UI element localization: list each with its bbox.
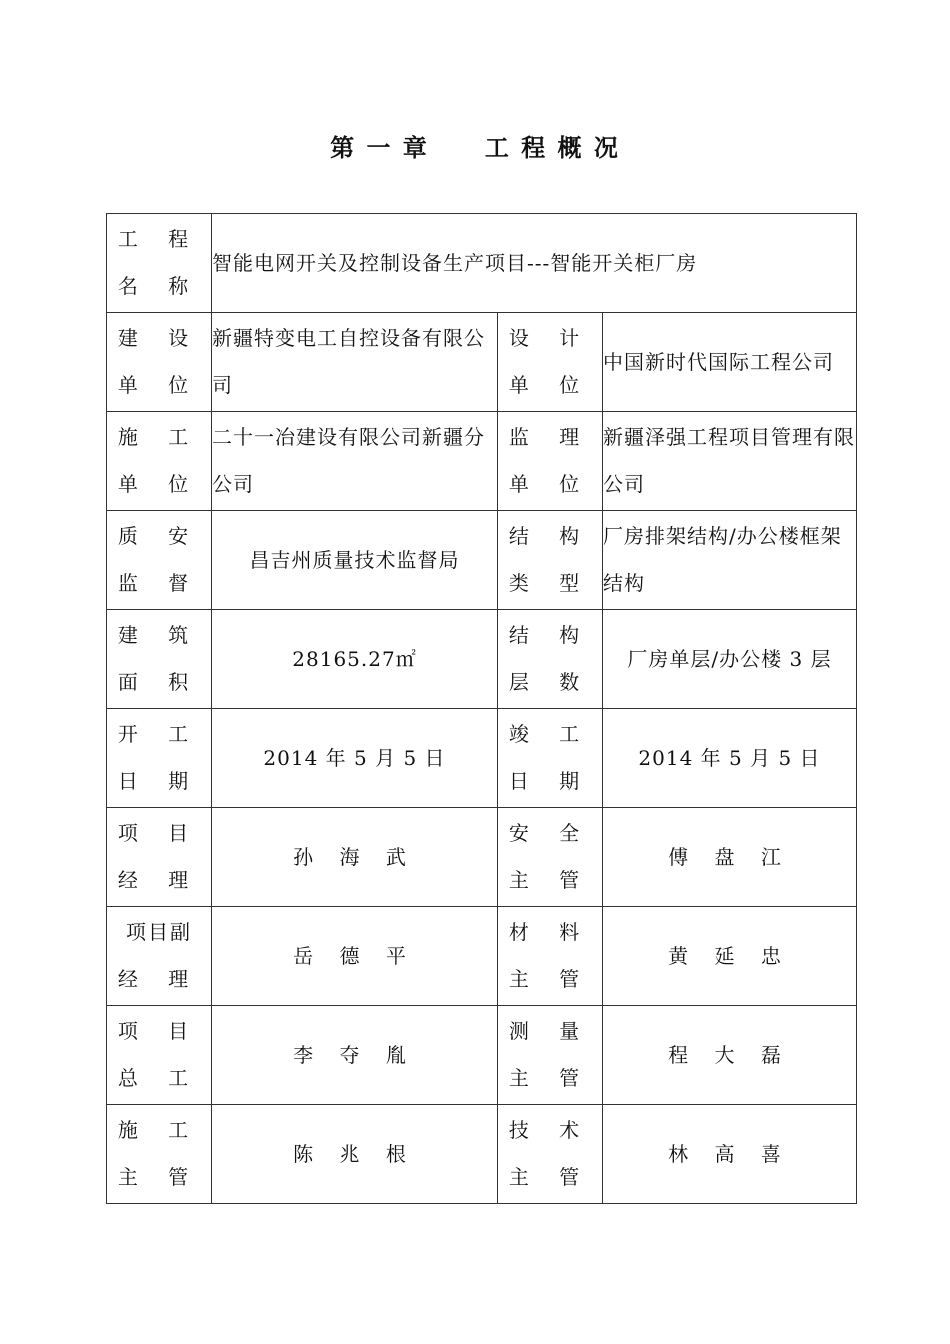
label-start-date: 开 工 日 期: [107, 709, 212, 808]
table-row: [107, 511, 857, 610]
value-structure-type: 厂房排架结构/办公楼框架结构: [603, 511, 857, 610]
label-supervisor: 监 理 单 位: [498, 412, 603, 511]
table-row: [107, 214, 857, 313]
label-quality-safety: 质 安 监 督: [107, 511, 212, 610]
label-survey-supervisor: 测 量 主 管: [498, 1006, 603, 1105]
value-construction-unit: 新疆特变电工自控设备有限公司: [212, 313, 498, 412]
label-contractor: 施 工 单 位: [107, 412, 212, 511]
label-design-unit: 设 计 单 位: [498, 313, 603, 412]
label-building-area: 建 筑 面 积: [107, 610, 212, 709]
table-row: [107, 1105, 857, 1204]
chapter-number: 第 一 章: [330, 133, 429, 162]
value-project-manager: 孙 海 武: [212, 808, 498, 907]
value-building-area: 28165.27㎡: [212, 610, 498, 709]
label-safety-supervisor: 安 全 主 管: [498, 808, 603, 907]
value-floor-count: 厂房单层/办公楼 3 层: [603, 610, 857, 709]
label-technical-supervisor: 技 术 主 管: [498, 1105, 603, 1204]
value-quality-safety: 昌吉州质量技术监督局: [212, 511, 498, 610]
label-deputy-manager: 项目副 经 理: [107, 907, 212, 1006]
value-construction-supervisor: 陈 兆 根: [212, 1105, 498, 1204]
value-completion-date: 2014 年 5 月 5 日: [603, 709, 857, 808]
table-row: [107, 907, 857, 1006]
value-project-name: 智能电网开关及控制设备生产项目---智能开关柜厂房: [212, 214, 857, 313]
label-construction-unit: 建 设 单 位: [107, 313, 212, 412]
table-row: [107, 313, 857, 412]
value-safety-supervisor: 傅 盘 江: [603, 808, 857, 907]
value-supervisor: 新疆泽强工程项目管理有限公司: [603, 412, 857, 511]
table-row: [107, 610, 857, 709]
page-title: [0, 128, 950, 163]
chapter-name: 工 程 概 况: [484, 133, 620, 162]
value-technical-supervisor: 林 高 喜: [603, 1105, 857, 1204]
label-completion-date: 竣 工 日 期: [498, 709, 603, 808]
table-row: [107, 709, 857, 808]
value-materials-supervisor: 黄 延 忠: [603, 907, 857, 1006]
label-chief-engineer: 项 目 总 工: [107, 1006, 212, 1105]
project-overview-table: [106, 213, 857, 1204]
table-row: [107, 412, 857, 511]
value-survey-supervisor: 程 大 磊: [603, 1006, 857, 1105]
label-construction-supervisor: 施 工 主 管: [107, 1105, 212, 1204]
table-row: [107, 808, 857, 907]
value-contractor: 二十一冶建设有限公司新疆分公司: [212, 412, 498, 511]
value-design-unit: 中国新时代国际工程公司: [603, 313, 857, 412]
label-project-name: 工 程 名 称: [107, 214, 212, 313]
table-row: [107, 1006, 857, 1105]
value-start-date: 2014 年 5 月 5 日: [212, 709, 498, 808]
label-project-manager: 项 目 经 理: [107, 808, 212, 907]
label-floor-count: 结 构 层 数: [498, 610, 603, 709]
value-deputy-manager: 岳 德 平: [212, 907, 498, 1006]
label-materials-supervisor: 材 料 主 管: [498, 907, 603, 1006]
label-structure-type: 结 构 类 型: [498, 511, 603, 610]
value-chief-engineer: 李 夺 胤: [212, 1006, 498, 1105]
